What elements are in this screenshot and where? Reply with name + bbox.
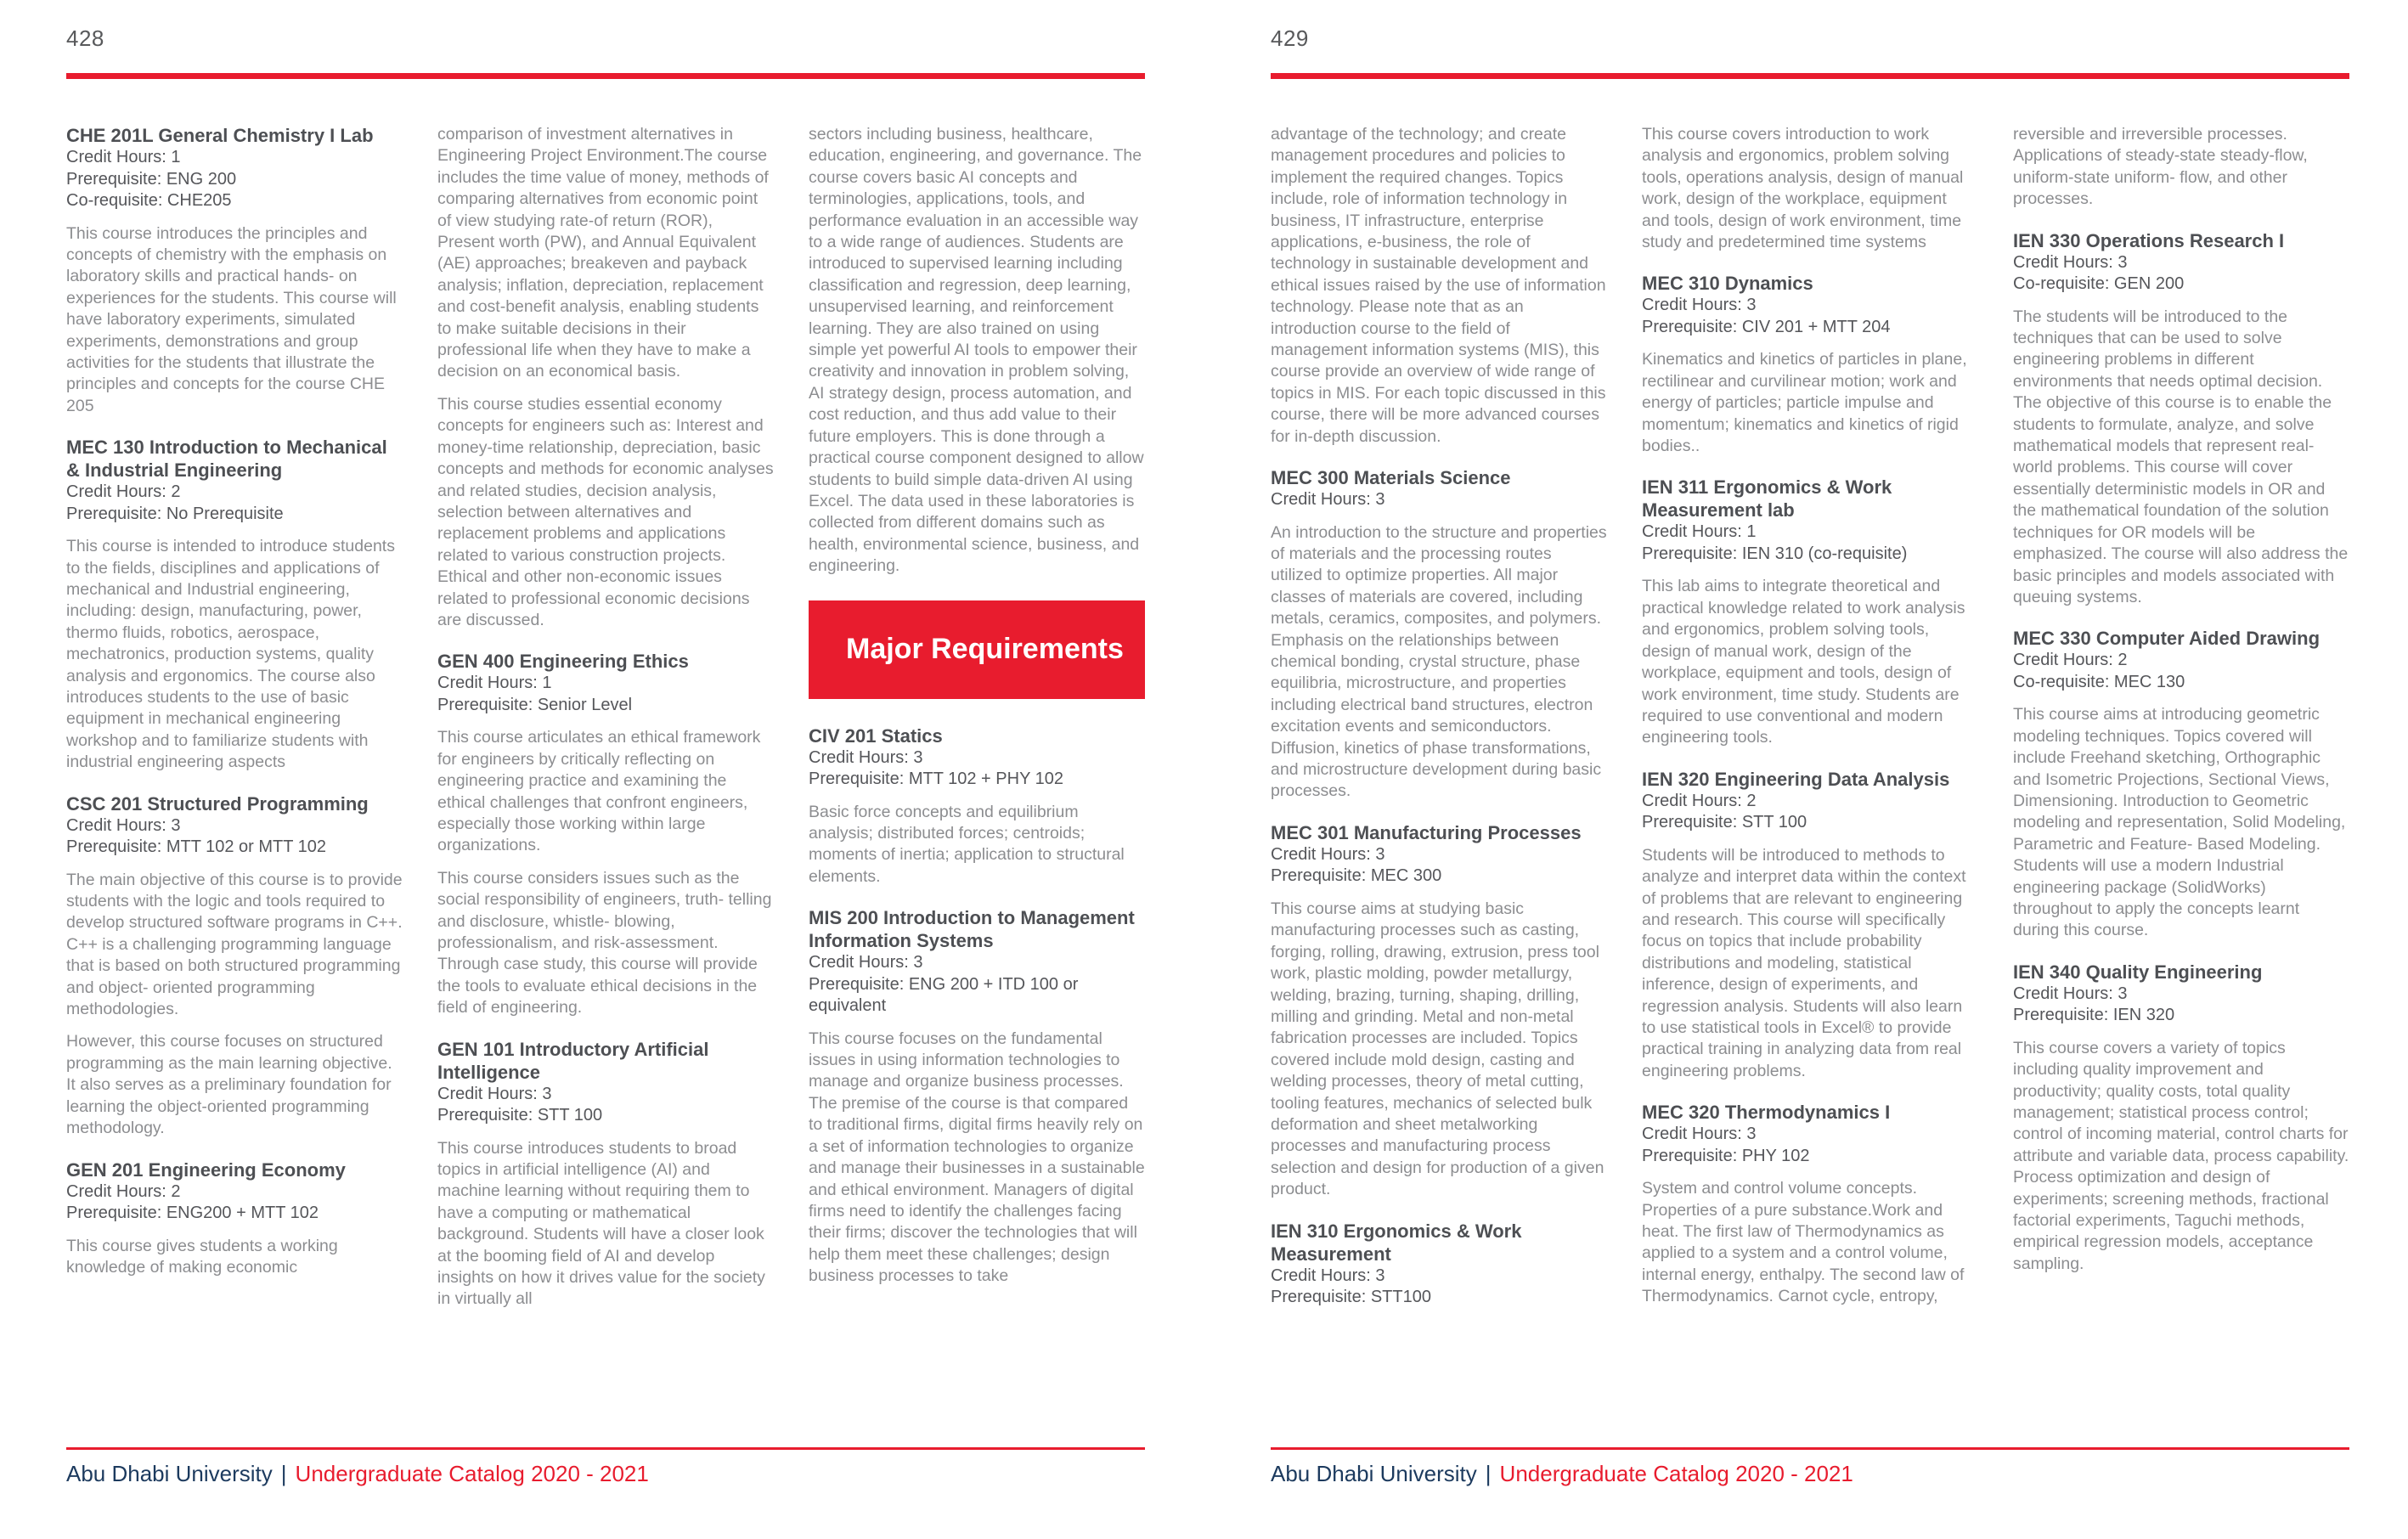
course-meta: Prerequisite: STT 100 — [437, 1106, 603, 1125]
course-title: IEN 330 Operations Research I — [2013, 229, 2285, 251]
course-meta: Credit Hours: 3 — [2013, 984, 2128, 1003]
course-description: This course is intended to introduce students to the fields, disciplines and applications of mechanical and Industrial engineering, including: design, manufacturing, power, thermo fluids, robotics, aerospace, mechatronics, production systems, quality analysis and ergonomics. The course also introduces students to the use of basic equipment in mechanical engineering workshop and to familiarize students with industrial engineering aspects — [66, 537, 395, 772]
course-meta: Prerequisite: ENG 200 + ITD 100 or equivalent — [809, 974, 1079, 1016]
course-title: MEC 320 Thermodynamics I — [1642, 1102, 1891, 1124]
footer-university-name: Abu Dhabi University — [66, 1461, 273, 1486]
course-description: This course introduces students to broad topics in artificial intelligence (AI) and machine learning without requiring them to have a computing or mathematical background. Students will have a closer look at the booming field of AI and develop insights on how it drives value for the society in virtually all — [437, 1138, 765, 1309]
page-footer — [66, 1461, 649, 1487]
course-title: MEC 310 Dynamics — [1642, 273, 1813, 295]
course-description: advantage of the technology; and create management procedures and policies to implement the required changes. Topics include, role of information technology in business, IT infrastructure, enterprise applications, e-business, the role of technology in sustainable development and ethical issues raised by the use of information technology. Please note that as an introduction course to the field of management information systems (MIS), this course provide an overview of wide range of topics in MIS. For each topic discussed in this course, there will be more advanced courses for in-depth discussion. — [1271, 125, 1606, 446]
course-meta: Credit Hours: 2 — [66, 1181, 181, 1201]
course-title: GEN 101 Introductory Artificial Intelligence — [437, 1038, 709, 1083]
course-title: CHE 201L General Chemistry I Lab — [66, 125, 374, 146]
course-meta: Prerequisite: PHY 102 — [1642, 1146, 1810, 1165]
footer-rule — [66, 1447, 1145, 1450]
course-title: IEN 340 Quality Engineering — [2013, 961, 2263, 983]
column-3 — [2013, 124, 2349, 1402]
course-title: MEC 300 Materials Science — [1271, 467, 1511, 489]
course-meta: Credit Hours: 2 — [66, 482, 181, 502]
course-meta: Prerequisite: IEN 310 (co-requisite) — [1642, 544, 1908, 563]
column-2 — [1642, 124, 1978, 1402]
text-columns — [66, 124, 1145, 1402]
course-description: This course considers issues such as the social responsibility of engineers, truth- telling and disclosure, whistle- blowing, professionalism, and risk-assessment. Through case study, this course will provide the tools to evaluate ethical decisions in the field of engineering. — [437, 868, 772, 1018]
header-rule — [1271, 73, 2349, 79]
course-meta: Credit Hours: 3 — [437, 1084, 552, 1103]
course-meta: Credit Hours: 1 — [1642, 522, 1757, 542]
course-meta: Credit Hours: 3 — [1271, 844, 1385, 864]
column-1 — [1271, 124, 1607, 1402]
page-footer — [1271, 1461, 1853, 1487]
column-3 — [809, 124, 1145, 1402]
course-description: This course focuses on the fundamental issues in using information technologies to manage and organize business processes. The premise of the course is that compared to traditional firms, digital firms heavily rely on a set of information technologies to organize and manage their businesses in a sustainable and ethical environment. Managers of digital firms need to identify the challenges facing their firms; discover the technologies that will help them meet these challenges; design business processes to take — [809, 1029, 1145, 1286]
course-meta: Credit Hours: 3 — [2013, 252, 2128, 272]
course-description: This course gives students a working knowledge of making economic — [66, 1236, 338, 1277]
course-meta: Prerequisite: CIV 201 + MTT 204 — [1642, 317, 1891, 336]
course-title: IEN 320 Engineering Data Analysis — [1642, 768, 1950, 790]
footer-separator: | — [1485, 1461, 1492, 1486]
course-title: GEN 400 Engineering Ethics — [437, 651, 689, 673]
course-meta: Credit Hours: 3 — [809, 747, 923, 767]
course-description: This course studies essential economy concepts for engineers such as: Interest and money-time relationship, depreciation, basic concepts and methods for economic analyses and related studies, decision analysis, selection between alternatives and replacement problems and applications related to various construction projects. Ethical and other non-economic issues related to professional economic decisions are discussed. — [437, 394, 774, 629]
column-1 — [66, 124, 403, 1402]
course-meta: Credit Hours: 3 — [1271, 1266, 1385, 1285]
course-description: However, this course focuses on structured programming as the main learning objective. It also serves as a preliminary foundation for learning the object-oriented programming methodology. — [66, 1032, 392, 1138]
course-meta: Prerequisite: MTT 102 or MTT 102 — [66, 837, 327, 857]
course-meta: Credit Hours: 1 — [66, 148, 181, 166]
course-title: MEC 130 Introduction to Mechanical & Industrial Engineering — [66, 437, 387, 482]
course-description: Kinematics and kinetics of particles in plane, rectilinear and curvilinear motion; work and energy of particles; particle impulse and momentum; kinematics and kinetics of rigid bodies.. — [1642, 350, 1967, 456]
footer-university-name: Abu Dhabi University — [1271, 1461, 1477, 1486]
course-description: Students will be introduced to methods to analyze and interpret data within the context of problems that are relevant to engineering and research. This course will specifically focus on topics that include probability distributions and modeling, statistical inference, design of experiments, and regression analysis. Students will also learn to use statistical tools in Excel® to provide practical training in analyzing data from real engineering problems. — [1642, 845, 1966, 1080]
page-number: 429 — [1271, 25, 1309, 51]
course-description: This course introduces the principles and concepts of chemistry with the emphasis on laboratory skills and practical hands- on experiences for the students. This course will have laboratory experiments, simulated experiments, demonstrations and group activities for the students that illustrate the principles and concepts for the course CHE 205 — [66, 223, 397, 415]
course-meta: Credit Hours: 2 — [2013, 651, 2128, 670]
course-description: sectors including business, healthcare, education, engineering, and governance. The course covers basic AI concepts and terminologies, applications, tools, and performance evaluation in an accessible way to a wide range of audiences. Students are introduced to supervised learning including classification and regression, deep learning, unsupervised learning, and reinforcement learning. They are also trained on using simple yet powerful AI tools to empower their creativity and innovation in problem solving, AI strategy design, process automation, and cost reduction, and thus add value to their future employers. This is done through a practical course component designed to allow students to build simple data-driven AI using Excel. The data used in these laboratories is collected from different domains such as health, environmental science, business, and engineering. — [809, 125, 1144, 576]
course-title: IEN 311 Ergonomics & Work Measurement lab — [1642, 476, 1892, 521]
course-meta: Prerequisite: STT100 — [1271, 1288, 1431, 1307]
footer-catalog-title: Undergraduate Catalog 2020 - 2021 — [1499, 1461, 1853, 1486]
course-meta: Prerequisite: Senior Level — [437, 695, 633, 714]
course-title: IEN 310 Ergonomics & Work Measurement — [1271, 1220, 1522, 1265]
course-meta: Prerequisite: MTT 102 + PHY 102 — [809, 770, 1063, 789]
page-number: 428 — [66, 25, 104, 51]
course-meta: Co-requisite: CHE205 — [66, 191, 232, 210]
course-description: This lab aims to integrate theoretical and practical knowledge related to work analysis and ergonomics, problem solving tools, design of manual work, design of the workplace, equipment and tools, design of work environment, time study. Students are required to use conventional and modern engineering tools. — [1642, 577, 1965, 747]
header-rule — [66, 73, 1145, 79]
course-meta: Prerequisite: ENG200 + MTT 102 — [66, 1204, 319, 1222]
course-description: Basic force concepts and equilibrium analysis; distributed forces; centroids; moments of inertia; application to structural elements. — [809, 802, 1125, 886]
course-description: This course covers a variety of topics including quality improvement and productivity; quality costs, total quality management; statistical process control; control of incoming material, control charts for attribute and variable data, process capability. Process optimization and design of experiments; screening methods, fractional factorial experiments, Taguchi methods, empirical regression models, acceptance sampling. — [2013, 1038, 2349, 1273]
course-title: MEC 330 Computer Aided Drawing — [2013, 628, 2321, 650]
course-title: CSC 201 Structured Programming — [66, 792, 369, 815]
course-title: MIS 200 Introduction to Management Information Systems — [809, 907, 1135, 952]
course-description: comparison of investment alternatives in Engineering Project Environment.The course includes the time value of money, methods of comparing alternatives from economic point of view studying rate-of return (ROR), Present worth (PW), and Annual Equivalent (AE) approaches; breakeven and payback analysis; inflation, depreciation, replacement and cost-benefit analysis, enabling students to make suitable decisions in their professional life when they have to make a decision on an economical basis. — [437, 125, 769, 381]
course-description: The students will be introduced to the techniques that can be used to solve engineering problems in different environments that needs optimal decision. The objective of this course is to enable the students to formulate, analyze, and solve mathematical models that represent real-world problems. This course will cover essentially deterministic models in OR and the mathematical foundation of the solution techniques for OR models will be emphasized. The course will also address the basic principles and models associated with queuing systems. — [2013, 307, 2349, 606]
course-meta: Prerequisite: IEN 320 — [2013, 1006, 2175, 1025]
course-meta: Co-requisite: GEN 200 — [2013, 274, 2185, 294]
course-description: This course articulates an ethical framework for engineers by critically reflecting on engineering practice and examining the ethical challenges that confront engineers, especially those working within large organizations. — [437, 728, 761, 855]
page-429 — [1204, 0, 2408, 1539]
course-meta: Credit Hours: 3 — [66, 815, 181, 835]
course-meta: Prerequisite: MEC 300 — [1271, 866, 1442, 886]
course-description: reversible and irreversible processes. Applications of steady-state steady-flow, uniform-state uniform- flow, and other processes. — [2013, 125, 2308, 209]
course-meta: Credit Hours: 2 — [1642, 791, 1757, 810]
section-banner-label: Major Requirements — [846, 633, 1124, 666]
course-meta: Credit Hours: 3 — [1642, 296, 1757, 315]
course-meta: Co-requisite: MEC 130 — [2013, 672, 2185, 691]
course-meta: Prerequisite: ENG 200 — [66, 169, 237, 189]
footer-catalog-title: Undergraduate Catalog 2020 - 2021 — [295, 1461, 649, 1486]
course-description: This course covers introduction to work analysis and ergonomics, problem solving tools, operations analysis, design of manual work, design of the workplace, equipment and tools, design of work environment, time study and predetermined time systems — [1642, 125, 1964, 252]
text-columns — [1271, 124, 2349, 1402]
footer-separator: | — [280, 1461, 287, 1486]
course-meta: Credit Hours: 3 — [1271, 490, 1385, 510]
course-meta: Credit Hours: 3 — [1642, 1125, 1757, 1144]
course-meta: Credit Hours: 3 — [809, 953, 923, 972]
course-meta: Prerequisite: No Prerequisite — [66, 504, 284, 523]
course-title: MEC 301 Manufacturing Processes — [1271, 821, 1582, 843]
course-title: GEN 201 Engineering Economy — [66, 1158, 346, 1181]
course-description: This course aims at studying basic manufacturing processes such as casting, forging, rolling, drawing, extrusion, press tool work, plastic molding, powder metallurgy, welding, brazing, turning, shaping, drilling, milling and grinding. Metal and non-metal fabrication processes are included. Topics covered include mold design, casting and welding processes, theory of metal cutting, tooling features, mechanics of selected bulk deformation and sheet metalworking processes and manufacturing process selection and design for production of a given product. — [1271, 899, 1604, 1199]
course-meta: Prerequisite: STT 100 — [1642, 813, 1807, 832]
course-description: System and control volume concepts. Properties of a pure substance.Work and heat. The first law of Thermodynamics as applied to a system and a control volume, internal energy, enthalpy. The second law of Thermodynamics. Carnot cycle, entropy, — [1642, 1179, 1965, 1306]
course-description: The main objective of this course is to provide students with the logic and tools required to develop structured software programs in C++. C++ is a challenging programming language that is based on both structured programming and object- oriented programming methodologies. — [66, 870, 403, 1019]
course-description: This course aims at introducing geometric modeling techniques. Topics covered will include Freehand sketching, Orthographic and Isometric Projections, Sectional Views, Dimensioning. Introduction to Geometric modeling and representation, Solid Modeling, Parametric and Feature- Based Modeling. Students will use a modern Industrial engineering package (SolidWorks) throughout to apply the concepts learnt during this course. — [2013, 705, 2346, 940]
footer-rule — [1271, 1447, 2349, 1450]
column-2 — [437, 124, 774, 1402]
course-meta: Credit Hours: 1 — [437, 674, 552, 693]
course-description: An introduction to the structure and properties of materials and the processing routes utilized to optimize properties. All major classes of materials are covered, including metals, ceramics, composites, and polymers. Emphasis on the relationships between chemical bonding, crystal structure, phase equilibria, microstructure, and properties including electrical band structures, electron excitation events and semiconductors. Diffusion, kinetics of phase transformations, and microstructure development during basic processes. — [1271, 522, 1607, 801]
course-title: CIV 201 Statics — [809, 724, 943, 747]
section-banner — [809, 600, 1145, 699]
